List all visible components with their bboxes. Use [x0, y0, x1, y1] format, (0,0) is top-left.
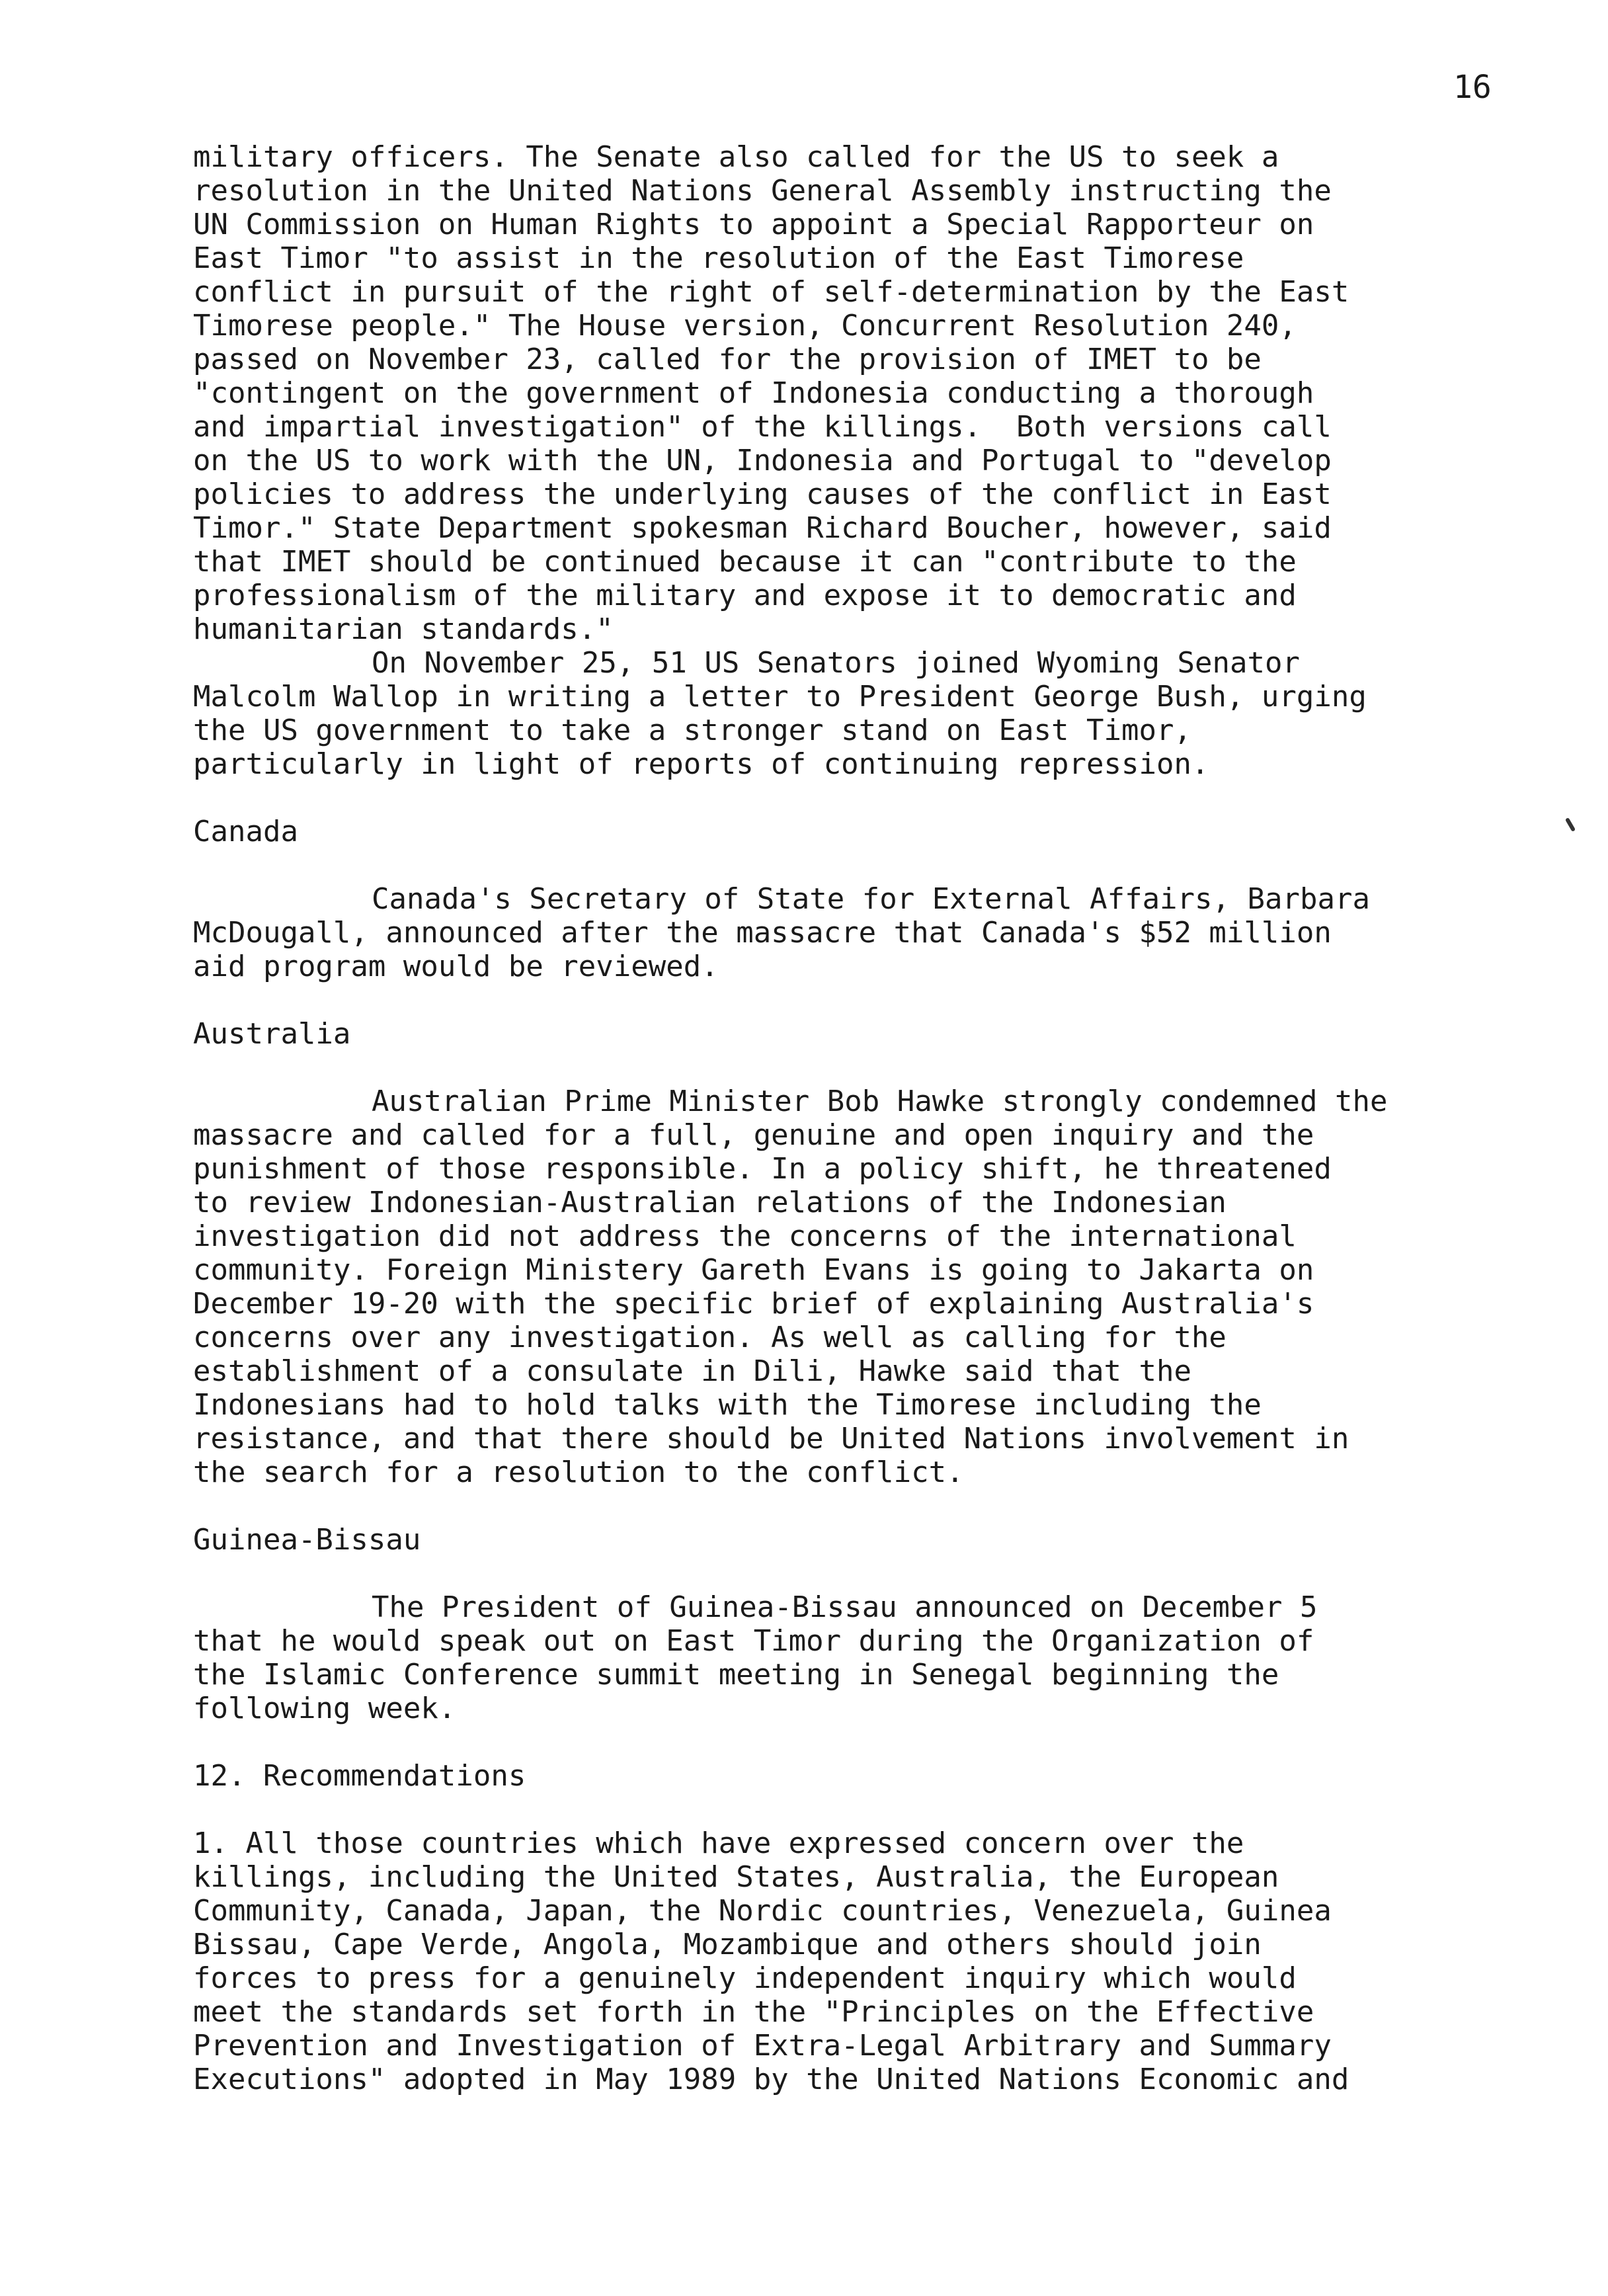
text-line — [193, 612, 1529, 646]
line-text: Malcolm Wallop in writing a letter to President George Bush, urging — [193, 680, 1367, 714]
line-text: Australia — [193, 1017, 351, 1051]
text-line — [193, 1186, 1529, 1219]
text-line — [193, 1388, 1529, 1422]
line-text: UN Commission on Human Rights to appoint a Special Rapporteur on — [193, 208, 1314, 241]
line-text: establishment of a consulate in Dili, Hawke said that the — [193, 1354, 1191, 1388]
text-line — [193, 1152, 1529, 1186]
line-text: conflict in pursuit of the right of self-determination by the East — [193, 275, 1349, 309]
paragraph-gap — [193, 1489, 1529, 1523]
text-line — [193, 1017, 1529, 1051]
text-line — [193, 916, 1529, 950]
line-text: "contingent on the government of Indonesia conducting a thorough — [193, 376, 1314, 410]
paragraph-gap — [193, 1557, 1529, 1590]
line-text: On November 25, 51 US Senators joined Wyoming Senator — [372, 646, 1300, 680]
text-line — [193, 1995, 1529, 2029]
text-line — [193, 1253, 1529, 1287]
line-text: 12. Recommendations — [193, 1759, 526, 1793]
text-line — [193, 275, 1529, 309]
scan-speck — [1565, 817, 1576, 832]
section-heading — [193, 1523, 1529, 1557]
text-line — [193, 1894, 1529, 1928]
text-line — [193, 545, 1529, 579]
line-text: passed on November 23, called for the provision of IMET to be — [193, 343, 1262, 376]
line-text: investigation did not address the concerns of the international — [193, 1219, 1297, 1253]
line-text: the Islamic Conference summit meeting in Senegal beginning the — [193, 1658, 1279, 1692]
line-text: Executions" adopted in May 1989 by the United Nations Economic and — [193, 2063, 1349, 2096]
text-line — [193, 1085, 1529, 1118]
text-line — [193, 1287, 1529, 1321]
section-heading — [193, 1759, 1529, 1793]
text-line — [193, 1860, 1529, 1894]
text-line — [193, 1692, 1529, 1725]
paragraph-gap — [193, 983, 1529, 1017]
text-line — [193, 1456, 1529, 1489]
text-line — [193, 950, 1529, 983]
text-line — [193, 1961, 1529, 1995]
line-text: to review Indonesian-Australian relations of the Indonesian — [193, 1186, 1226, 1219]
line-text: forces to press for a genuinely independent inquiry which would — [193, 1961, 1297, 1995]
text-line — [193, 309, 1529, 343]
paragraph-gap — [193, 1051, 1529, 1085]
text-line — [193, 410, 1529, 444]
line-text: Timor." State Department spokesman Richard Boucher, however, said — [193, 511, 1332, 545]
text-line — [193, 747, 1529, 781]
line-text: that IMET should be continued because it can "contribute to the — [193, 545, 1297, 579]
line-text: Prevention and Investigation of Extra-Legal Arbitrary and Summary — [193, 2029, 1332, 2063]
text-line — [193, 1658, 1529, 1692]
paragraph-gap — [193, 1793, 1529, 1826]
line-text: Canada's Secretary of State for External Affairs, Barbara — [372, 882, 1370, 916]
line-text: that he would speak out on East Timor during the Organization of — [193, 1624, 1314, 1658]
text-line — [193, 511, 1529, 545]
line-text: community. Foreign Ministery Gareth Evans is going to Jakarta on — [193, 1253, 1314, 1287]
text-line — [193, 646, 1529, 680]
text-line — [193, 174, 1529, 208]
line-text: The President of Guinea-Bissau announced on December 5 — [372, 1590, 1318, 1624]
line-text: resistance, and that there should be United Nations involvement in — [193, 1422, 1349, 1456]
line-text: punishment of those responsible. In a policy shift, he threatened — [193, 1152, 1332, 1186]
text-line — [193, 1219, 1529, 1253]
line-text: and impartial investigation" of the killings. Both versions call — [193, 410, 1332, 444]
line-text: killings, including the United States, Australia, the European — [193, 1860, 1279, 1894]
paragraph — [193, 140, 1529, 646]
document-body — [193, 140, 1529, 2096]
text-line — [193, 1928, 1529, 1961]
paragraph-gap — [193, 1725, 1529, 1759]
line-text: aid program would be reviewed. — [193, 950, 719, 983]
line-text: resolution in the United Nations General Assembly instructing the — [193, 174, 1332, 208]
section-heading — [193, 815, 1529, 848]
text-line — [193, 1590, 1529, 1624]
line-text: particularly in light of reports of continuing repression. — [193, 747, 1209, 781]
text-line — [193, 1624, 1529, 1658]
paragraph — [193, 1085, 1529, 1489]
page-number: 16 — [1453, 69, 1492, 106]
text-line — [193, 1321, 1529, 1354]
text-line — [193, 1354, 1529, 1388]
line-text: meet the standards set forth in the "Principles on the Effective — [193, 1995, 1314, 2029]
line-text: Canada — [193, 815, 298, 848]
text-line — [193, 444, 1529, 477]
text-line — [193, 241, 1529, 275]
text-line — [193, 1422, 1529, 1456]
line-text: humanitarian standards." — [193, 612, 614, 646]
text-line — [193, 680, 1529, 714]
paragraph — [193, 646, 1529, 781]
line-text: Community, Canada, Japan, the Nordic countries, Venezuela, Guinea — [193, 1894, 1332, 1928]
line-text: East Timor "to assist in the resolution of the East Timorese — [193, 241, 1244, 275]
section-heading — [193, 1017, 1529, 1051]
line-text: Timorese people." The House version, Concurrent Resolution 240, — [193, 309, 1297, 343]
text-line — [193, 579, 1529, 612]
line-text: December 19-20 with the specific brief of explaining Australia's — [193, 1287, 1314, 1321]
text-line — [193, 882, 1529, 916]
line-text: on the US to work with the UN, Indonesia and Portugal to "develop — [193, 444, 1332, 477]
text-line — [193, 376, 1529, 410]
line-text: policies to address the underlying causes of the conflict in East — [193, 477, 1332, 511]
text-line — [193, 2063, 1529, 2096]
text-line — [193, 1826, 1529, 1860]
line-text: McDougall, announced after the massacre that Canada's $52 million — [193, 916, 1332, 950]
text-line — [193, 714, 1529, 747]
line-text: 1. All those countries which have expressed concern over the — [193, 1826, 1244, 1860]
text-line — [193, 1523, 1529, 1557]
line-text: following week. — [193, 1692, 456, 1725]
line-text: the US government to take a stronger stand on East Timor, — [193, 714, 1191, 747]
line-text: Indonesians had to hold talks with the Timorese including the — [193, 1388, 1262, 1422]
text-line — [193, 140, 1529, 174]
line-text: Bissau, Cape Verde, Angola, Mozambique and others should join — [193, 1928, 1262, 1961]
line-text: professionalism of the military and expose it to democratic and — [193, 579, 1297, 612]
line-text: Guinea-Bissau — [193, 1523, 421, 1557]
text-line — [193, 343, 1529, 376]
paragraph — [193, 882, 1529, 983]
paragraph-gap — [193, 848, 1529, 882]
line-text: Australian Prime Minister Bob Hawke strongly condemned the — [372, 1085, 1388, 1118]
line-text: military officers. The Senate also called for the US to seek a — [193, 140, 1279, 174]
text-line — [193, 1759, 1529, 1793]
text-line — [193, 1118, 1529, 1152]
paragraph — [193, 1826, 1529, 2096]
line-text: concerns over any investigation. As well as calling for the — [193, 1321, 1226, 1354]
line-text: massacre and called for a full, genuine and open inquiry and the — [193, 1118, 1314, 1152]
line-text: the search for a resolution to the conflict. — [193, 1456, 964, 1489]
text-line — [193, 208, 1529, 241]
paragraph-gap — [193, 781, 1529, 815]
text-line — [193, 2029, 1529, 2063]
text-line — [193, 477, 1529, 511]
text-line — [193, 815, 1529, 848]
paragraph — [193, 1590, 1529, 1725]
